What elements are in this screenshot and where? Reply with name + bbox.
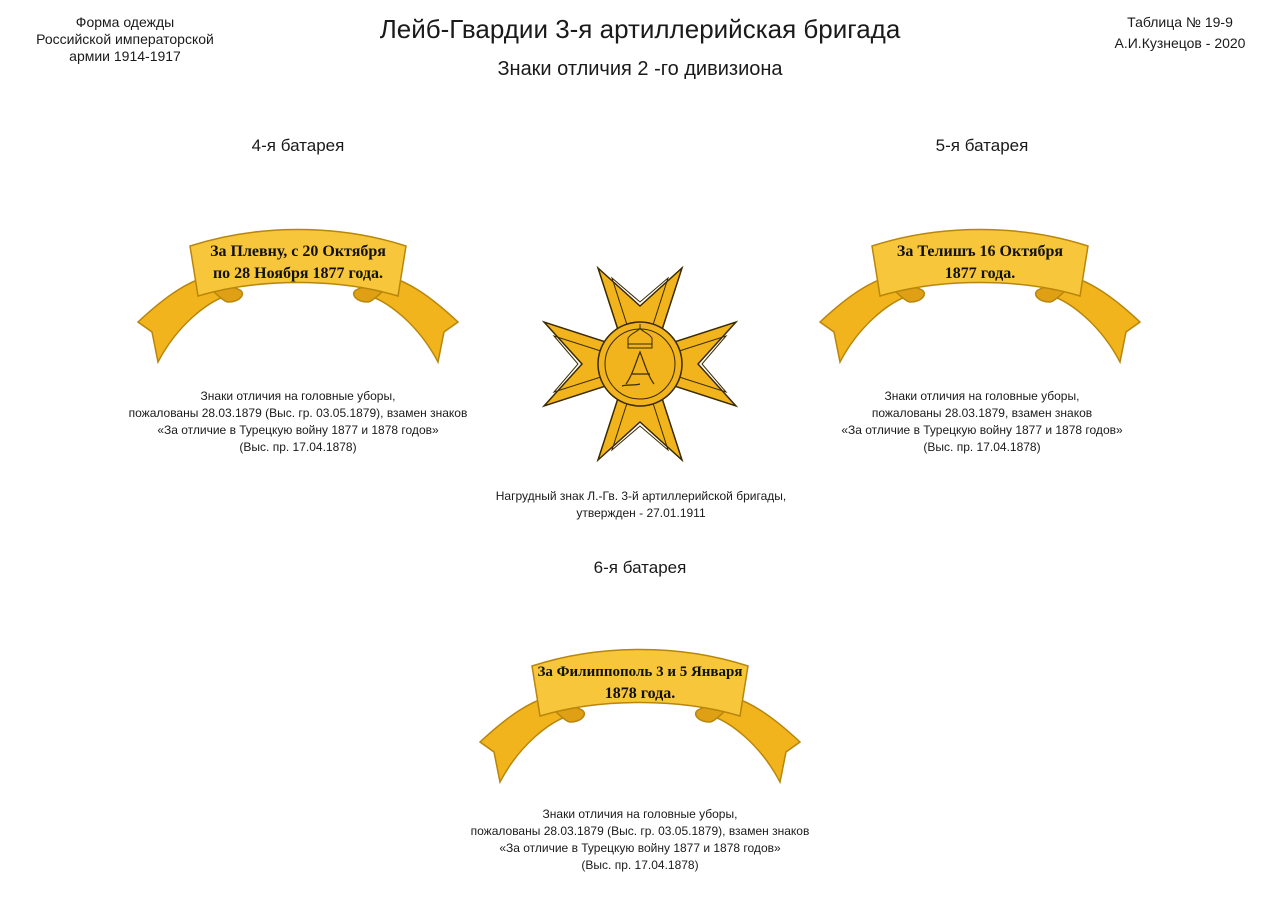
ribbon-4-line2: по 28 Ноября 1877 года. bbox=[212, 265, 384, 282]
battery-6-caption bbox=[420, 806, 860, 874]
ribbon-body bbox=[532, 650, 748, 717]
ribbon-battery-4 bbox=[128, 224, 468, 364]
battery-6-caption-line2: пожалованы 28.03.1879 (Выс. гр. 03.05.1879), взамен знаков bbox=[470, 824, 810, 838]
header-left-line2: Российской императорской bbox=[36, 31, 214, 47]
header-right bbox=[1080, 14, 1280, 52]
ribbon-4-line1: За Плевну, с 20 Октября bbox=[210, 243, 386, 260]
breast-badge-cross bbox=[542, 266, 738, 462]
badge-caption bbox=[431, 488, 851, 522]
ribbon-6-line2: 1878 года. bbox=[604, 685, 676, 702]
battery-5-caption-line3: «За отличие в Турецкую войну 1877 и 1878 годов» bbox=[841, 423, 1123, 437]
page-subtitle: Знаки отличия 2 -го дивизиона bbox=[497, 58, 783, 80]
battery-4-caption-line1: Знаки отличия на головные уборы, bbox=[200, 389, 396, 403]
header-left bbox=[0, 14, 250, 65]
battery-4-label: 4-я батарея bbox=[251, 136, 345, 155]
battery-6-label: 6-я батарея bbox=[593, 558, 687, 577]
battery-4-caption-line4: (Выс. пр. 17.04.1878) bbox=[239, 440, 357, 454]
badge-caption-line1: Нагрудный знак Л.-Гв. 3-й артиллерийской бригады, bbox=[495, 489, 787, 503]
battery-5-caption-line2: пожалованы 28.03.1879, взамен знаков bbox=[871, 406, 1093, 420]
author-year: А.И.Кузнецов - 2020 bbox=[1114, 35, 1246, 51]
battery-6-caption-line4: (Выс. пр. 17.04.1878) bbox=[581, 858, 699, 872]
battery-6-caption-line3: «За отличие в Турецкую войну 1877 и 1878 годов» bbox=[499, 841, 781, 855]
ribbon-5-line2: 1877 года. bbox=[944, 265, 1016, 282]
battery-6-caption-line1: Знаки отличия на головные уборы, bbox=[542, 807, 738, 821]
ribbon-battery-6 bbox=[470, 644, 810, 784]
battery-5-label: 5-я батарея bbox=[935, 136, 1029, 155]
header-left-line3: армии 1914-1917 bbox=[69, 48, 181, 64]
page-title: Лейб-Гвардии 3-я артиллерийская бригада bbox=[379, 14, 901, 44]
ribbon-body bbox=[872, 230, 1088, 297]
badge-caption-line2: утвержден - 27.01.1911 bbox=[576, 506, 706, 520]
ribbon-battery-5 bbox=[810, 224, 1150, 364]
ribbon-body bbox=[190, 230, 406, 297]
ribbon-6-line1: За Филиппополь 3 и 5 Января bbox=[537, 664, 743, 680]
ribbon-5-line1: За Телишъ 16 Октября bbox=[896, 243, 1064, 260]
battery-4-caption bbox=[78, 388, 518, 456]
header-left-line1: Форма одежды bbox=[75, 14, 175, 30]
battery-5-caption-line1: Знаки отличия на головные уборы, bbox=[884, 389, 1080, 403]
badge-medallion bbox=[598, 322, 682, 406]
battery-5-caption-line4: (Выс. пр. 17.04.1878) bbox=[923, 440, 1041, 454]
battery-4-caption-line3: «За отличие в Турецкую войну 1877 и 1878 годов» bbox=[157, 423, 439, 437]
battery-4-caption-line2: пожалованы 28.03.1879 (Выс. гр. 03.05.1879), взамен знаков bbox=[128, 406, 468, 420]
battery-5-caption bbox=[762, 388, 1202, 456]
table-number: Таблица № 19-9 bbox=[1127, 14, 1233, 30]
